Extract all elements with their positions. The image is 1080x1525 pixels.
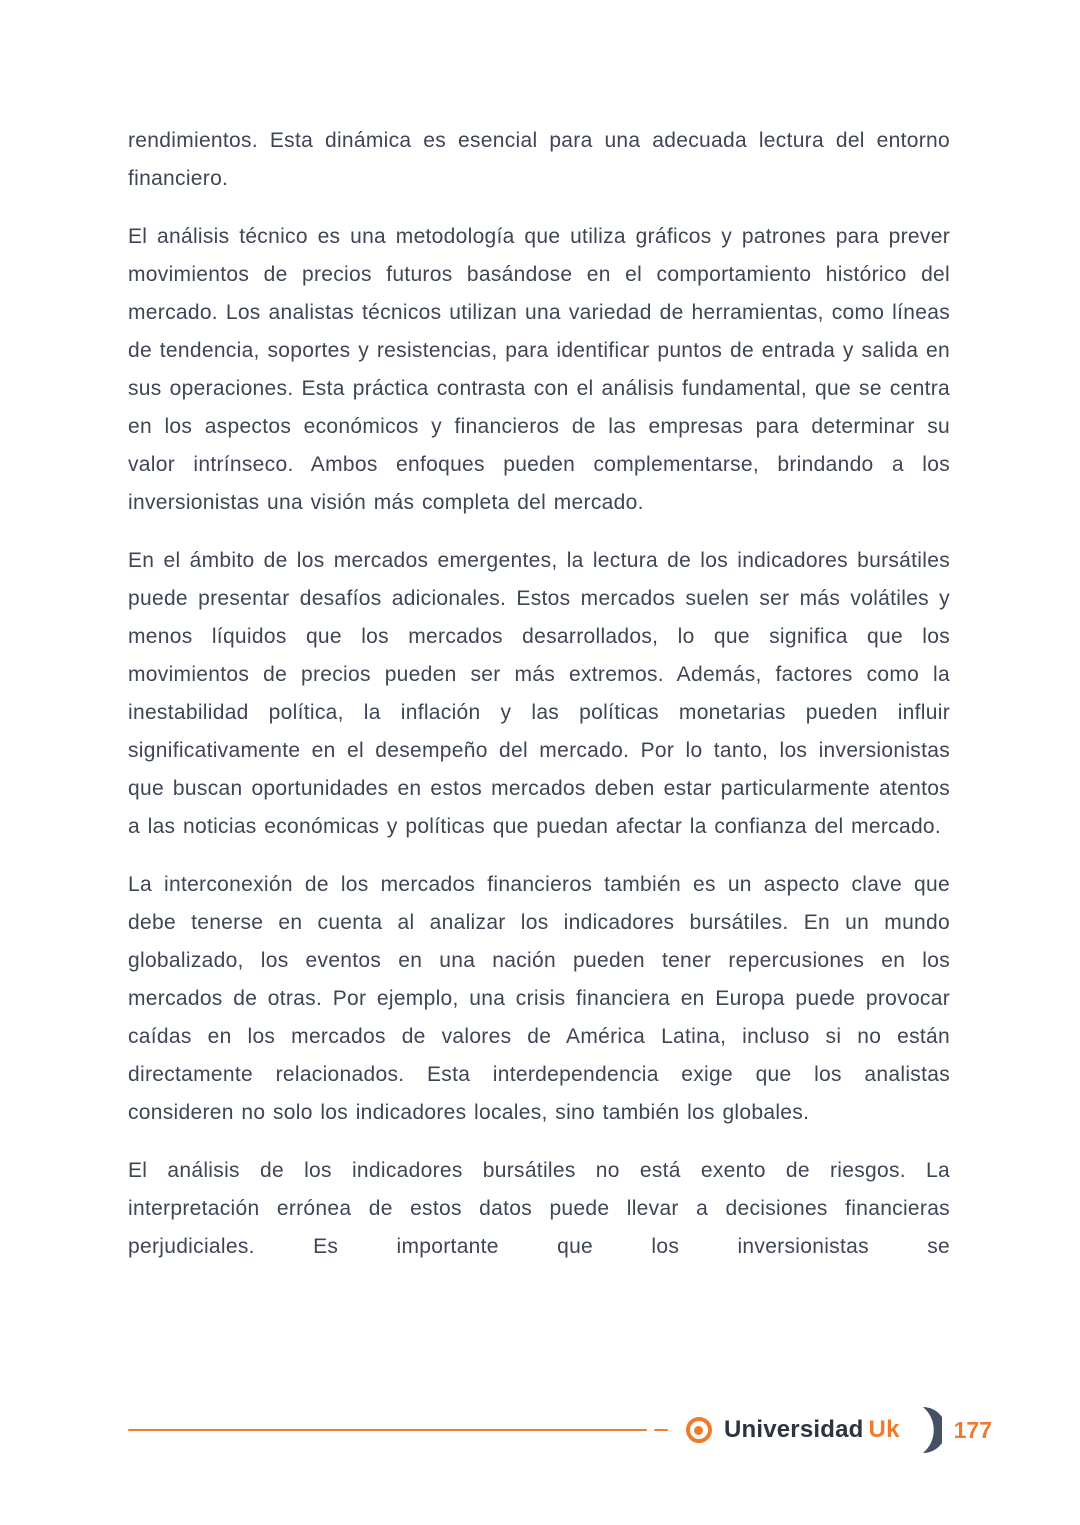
paragraph: rendimientos. Esta dinámica es esencial para una adecuada lectura del entorno financiero. xyxy=(128,129,950,190)
page-number: 177 xyxy=(953,1416,992,1443)
paragraph: La interconexión de los mercados financieros también es un aspecto clave que debe tenerse en cuenta al analizar los indicadores bursátiles. En un mundo globalizado, los eventos en una nación pueden tener repercusiones en los mercados de otras. Por ejemplo, una crisis financiera en Europa puede provocar caídas en los mercados de valores de América Latina, incluso si no están directamente relacionados. Esta interdependencia exige que los analistas consideren no solo los indicadores locales, sino también los globales. xyxy=(128,873,950,1124)
brand-name xyxy=(724,1416,900,1444)
brand-accent-text: Uk xyxy=(868,1416,900,1443)
paragraph: El análisis técnico es una metodología que utiliza gráficos y patrones para prever movimientos de precios futuros basándose en el comportamiento histórico del mercado. Los analistas técnicos utilizan una variedad de herramientas, como líneas de tendencia, soportes y resistencias, para identificar puntos de entrada y salida en sus operaciones. Esta práctica contrasta con el análisis fundamental, que se centra en los aspectos económicos y financieros de las empresas para determinar su valor intrínseco. Ambos enfoques pueden complementarse, brindando a los inversionistas una visión más completa del mercado. xyxy=(128,225,950,514)
crescent-logo-icon xyxy=(914,1405,942,1455)
paragraph: En el ámbito de los mercados emergentes, la lectura de los indicadores bursátiles puede presentar desafíos adicionales. Estos mercados suelen ser más volátiles y menos líquidos que los mercados desarrollados, lo que significa que los movimientos de precios pueden ser más extremos. Además, factores como la inestabilidad política, la inflación y las políticas monetarias pueden influir significativamente en el desempeño del mercado. Por lo tanto, los inversionistas que buscan oportunidades en estos mercados deben estar particularmente atentos a las noticias económicas y políticas que puedan afectar la confianza del mercado. xyxy=(128,549,950,838)
page-footer xyxy=(128,1405,992,1455)
universidad-uk-target-icon xyxy=(686,1417,712,1443)
brand-text: Universidad xyxy=(723,1416,864,1443)
footer-divider-dash xyxy=(654,1429,668,1431)
page-content xyxy=(128,122,950,1266)
paragraph: El análisis de los indicadores bursátiles no está exento de riesgos. La interpretación errónea de estos datos puede llevar a decisiones financieras perjudiciales. Es importante que los inversionistas se xyxy=(128,1159,950,1258)
footer-divider-line xyxy=(128,1429,647,1431)
